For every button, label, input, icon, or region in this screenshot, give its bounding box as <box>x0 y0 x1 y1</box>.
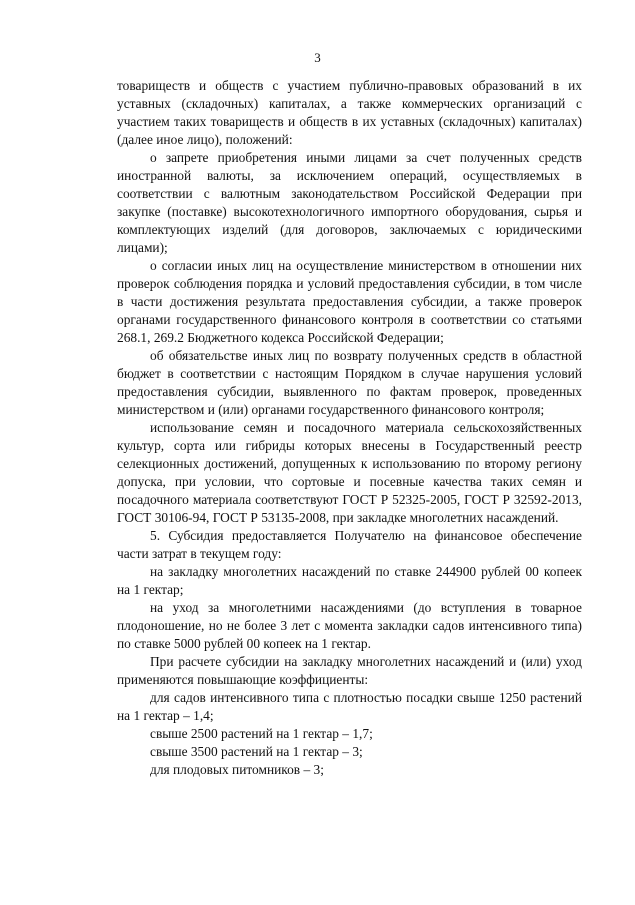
paragraph-care-rate: на уход за многолетними насаждениями (до вступления в товарное плодоношение, но не более 3 лет с момента закладки садов интенсивного типа) по ставке 5000 рублей 00 копеек на 1 гектар. <box>117 600 582 651</box>
paragraph-inspection-consent: о согласии иных лиц на осуществление министерством в отношении них проверок соблюдения порядка и условий предоставления субсидии, в том числе в части достижения результата предоставления субсидии, а также проверок органами государственного финансового контроля в соответствии со статьями 268.1, 269.2 Бюджетного кодекса Российской Федерации; <box>117 258 582 345</box>
paragraph-coefficient-nurseries: для плодовых питомников – 3; <box>150 762 324 777</box>
paragraph-coefficient-3500: свыше 3500 растений на 1 гектар – 3; <box>150 744 363 759</box>
page-number: 3 <box>314 50 321 65</box>
paragraph-intro-continuation: товариществ и обществ с участием публично-правовых образований в их уставных (складочных) капиталах, а также коммерческих организаций с участием таких товариществ и обществ в их уставных (складочных) капиталах) (далее иное лицо), положений: <box>117 78 582 147</box>
paragraph-planting-rate: на закладку многолетних насаждений по ставке 244900 рублей 00 копеек на 1 гектар; <box>117 564 582 597</box>
paragraph-seed-material-usage: использование семян и посадочного материала сельскохозяйственных культур, сорта или гибриды которых внесены в Государственный реестр селекционных достижений, допущенных к использованию по второму региону допуска, при условии, что сортовые и посевные качества таких семян и посадочного материала соответствуют ГОСТ Р 52325-2005, ГОСТ Р 32592-2013, ГОСТ 30106-94, ГОСТ Р 53135-2008, при закладке многолетних насаждений. <box>117 420 582 525</box>
paragraph-refund-obligation: об обязательстве иных лиц по возврату полученных средств в областной бюджет в соответствии с настоящим Порядком в случае нарушения условий предоставления субсидии, выявленного по фактам проверок, проведенных министерством и (или) органами государственного финансового контроля; <box>117 348 582 417</box>
paragraph-coefficients-intro: При расчете субсидии на закладку многолетних насаждений и (или) уход применяются повышающие коэффициенты: <box>117 654 582 687</box>
paragraph-section-5-subsidy: 5. Субсидия предоставляется Получателю на финансовое обеспечение части затрат в текущем году: <box>117 528 582 561</box>
paragraph-coefficient-1250: для садов интенсивного типа с плотностью посадки свыше 1250 растений на 1 гектар – 1,4; <box>117 690 582 723</box>
document-body <box>117 77 582 779</box>
paragraph-coefficient-2500: свыше 2500 растений на 1 гектар – 1,7; <box>150 726 373 741</box>
paragraph-foreign-currency-ban: о запрете приобретения иными лицами за счет полученных средств иностранной валюты, за исключением операций, осуществляемых в соответствии с валютным законодательством Российской Федерации при закупке (поставке) высокотехнологичного импортного оборудования, сырья и комплектующих изделий (для договоров, заключаемых с юридическими лицами); <box>117 150 582 255</box>
